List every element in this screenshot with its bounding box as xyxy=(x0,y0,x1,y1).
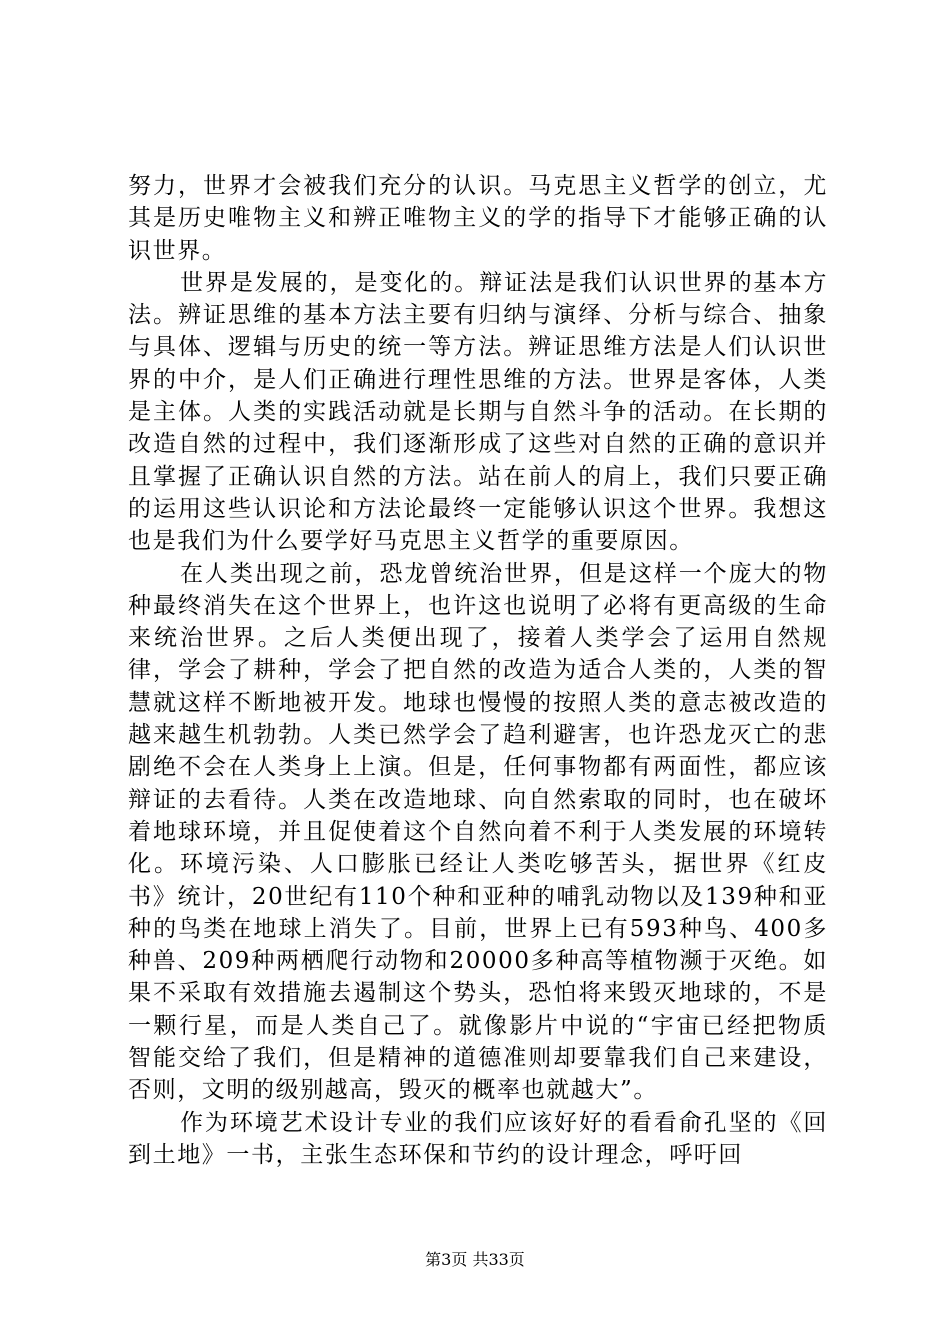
document-body xyxy=(128,170,828,1171)
paragraph-3: 在人类出现之前，恐龙曾统治世界，但是这样一个庞大的物种最终消失在这个世界上，也许这也说明了必将有更高级的生命来统治世界。之后人类便出现了，接着人类学会了运用自然规律，学会了耕种，学会了把自然的改造为适合人类的，人类的智慧就这样不断地被开发。地球也慢慢的按照人类的意志被改造的越来越生机勃勃。人类已然学会了趋利避害，也许恐龙灭亡的悲剧绝不会在人类身上上演。但是，任何事物都有两面性，都应该辩证的去看待。人类在改造地球、向自然索取的同时，也在破坏着地球环境，并且促使着这个自然向着不利于人类发展的环境转化。环境污染、人口膨胀已经让人类吃够苦头，据世界《红皮书》统计，20世纪有110个种和亚种的哺乳动物以及139种和亚种的鸟类在地球上消失了。目前，世界上已有593种鸟、400多种兽、209种两栖爬行动物和20000多种高等植物濒于灭绝。如果不采取有效措施去遏制这个势头，恐怕将来毁灭地球的，不是一颗行星，而是人类自己了。就像影片中说的“宇宙已经把物质智能交给了我们，但是精神的道德准则却要靠我们自己来建设，否则，文明的级别越高，毁灭的概率也就越大”。 xyxy=(128,560,828,1104)
page-footer xyxy=(0,1250,950,1270)
paragraph-2: 世界是发展的，是变化的。辩证法是我们认识世界的基本方法。辨证思维的基本方法主要有归纳与演绎、分析与综合、抽象与具体、逻辑与历史的统一等方法。辨证思维方法是人们认识世界的中介，是人们正确进行理性思维的方法。世界是客体，人类是主体。人类的实践活动就是长期与自然斗争的活动。在长期的改造自然的过程中，我们逐渐形成了这些对自然的正确的意识并且掌握了正确认识自然的方法。站在前人的肩上，我们只要正确的运用这些认识论和方法论最终一定能够认识这个世界。我想这也是我们为什么要学好马克思主义哲学的重要原因。 xyxy=(128,269,828,555)
paragraph-4: 作为环境艺术设计专业的我们应该好好的看看俞孔坚的《回到土地》一书，主张生态环保和节约的设计理念，呼吁回 xyxy=(128,1109,828,1168)
paragraph-1: 努力，世界才会被我们充分的认识。马克思主义哲学的创立，尤其是历史唯物主义和辨正唯物主义的学的指导下才能够正确的认识世界。 xyxy=(128,173,828,264)
page-number-label: 第3页 共33页 xyxy=(425,1250,525,1269)
